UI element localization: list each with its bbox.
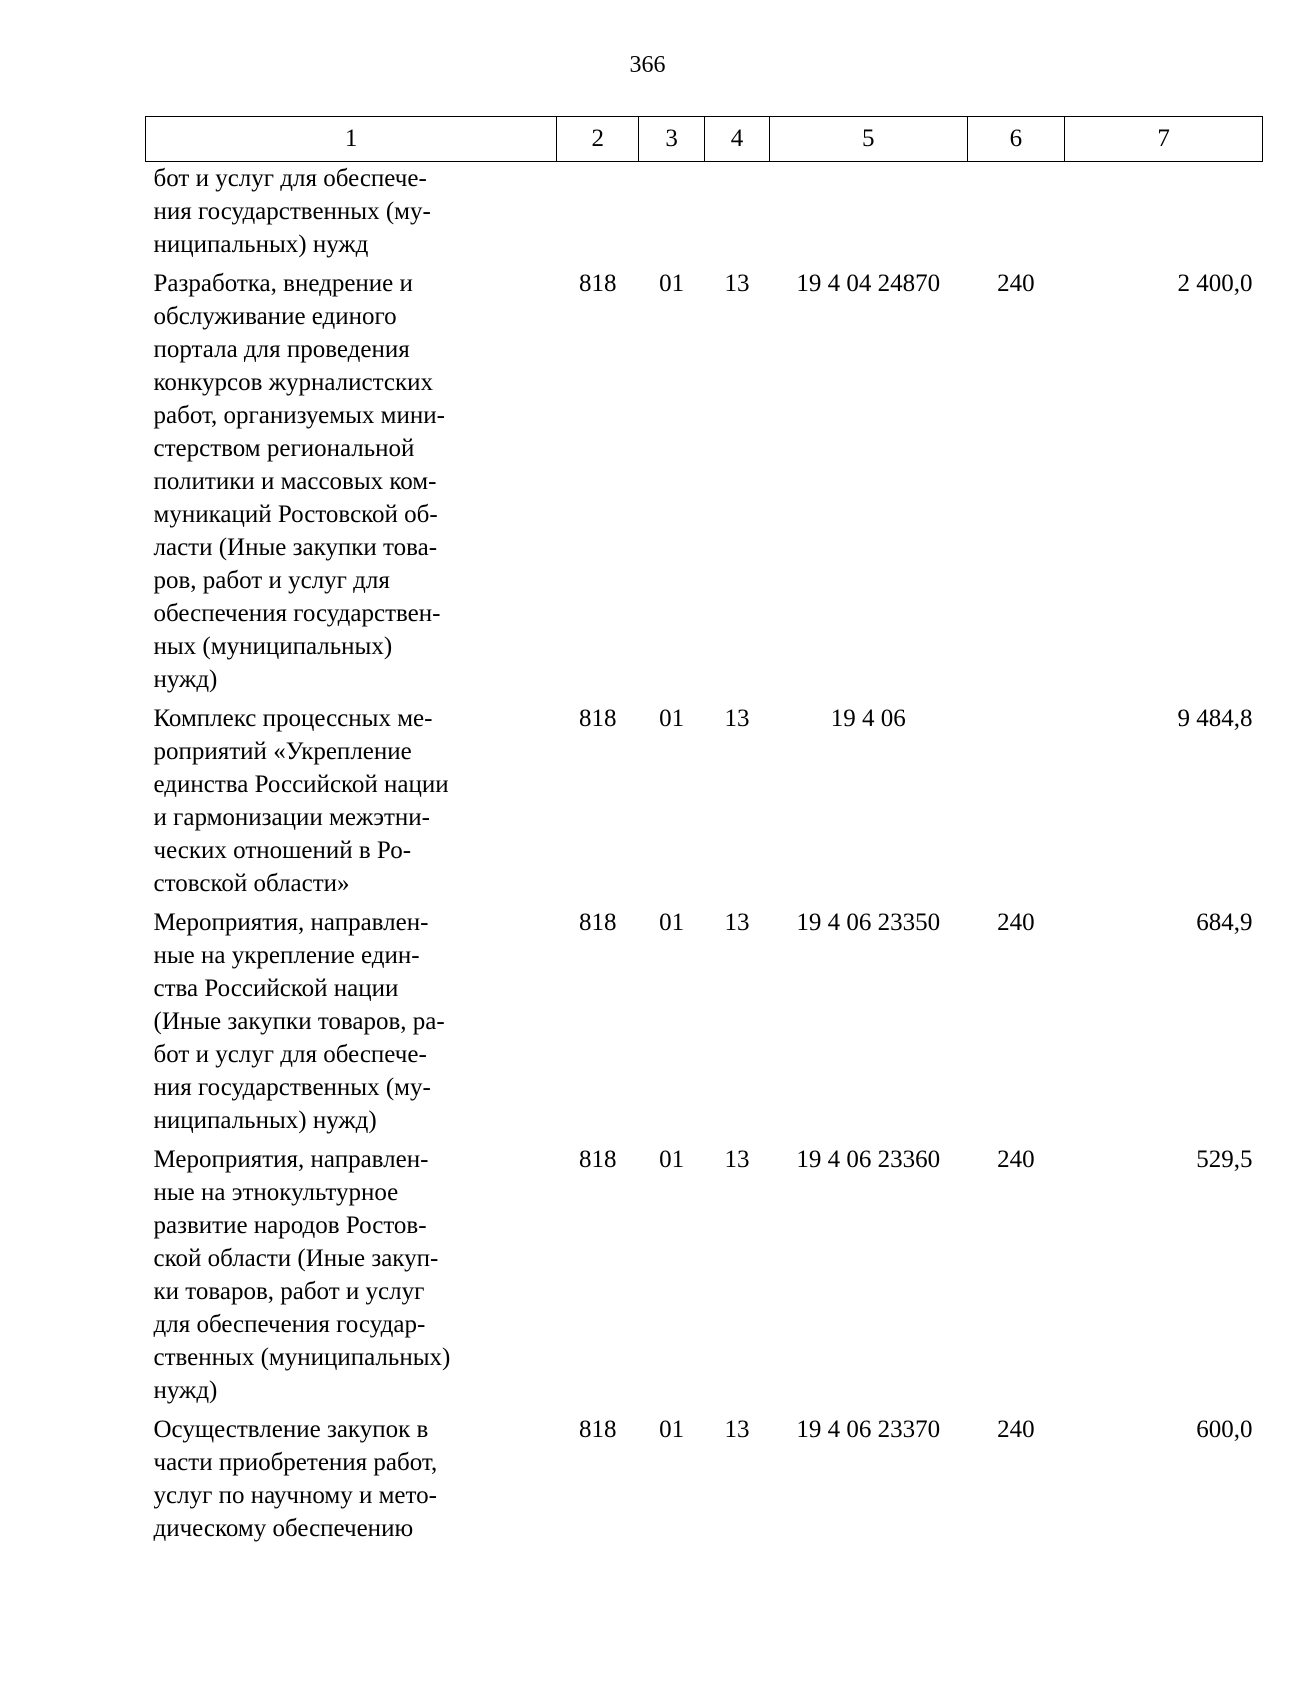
table-header xyxy=(146,117,1263,162)
header-col-6: 6 xyxy=(967,117,1065,162)
subsection-code: 13 xyxy=(724,909,750,936)
ministry-code: 818 xyxy=(579,270,617,297)
amount xyxy=(1065,162,1263,268)
section-code: 01 xyxy=(659,705,685,732)
row-description: Разработка, внедрение и обслуживание единого портала для проведения конкурсов журналистских работ, организуемых мини- стерством региональной политики и массовых ком- муникаций Ростовской об- ласти (Иные закупки това- ров, работ и услуг для обеспечения государствен- ных (муниципальных) нужд) xyxy=(153,270,445,693)
amount: 2 400,0 xyxy=(1177,270,1253,297)
subsection-code xyxy=(705,162,770,268)
ministry-code: 818 xyxy=(579,909,617,936)
subsection-code: 13 xyxy=(724,705,750,732)
amount: 9 484,8 xyxy=(1177,705,1253,732)
header-col-1: 1 xyxy=(146,117,557,162)
row-description: Мероприятия, направлен- ные на укрепление един- ства Российской нации (Иные закупки товаров, ра- бот и услуг для обеспече- ния государственных (му- ниципальных) нужд) xyxy=(153,909,445,1134)
table-body xyxy=(146,162,1263,1546)
header-col-4: 4 xyxy=(705,117,770,162)
subsection-code: 13 xyxy=(724,1146,750,1173)
subsection-code: 13 xyxy=(724,270,750,297)
section-code: 01 xyxy=(659,909,685,936)
ministry-code: 818 xyxy=(579,1146,617,1173)
target-item-code: 19 4 06 23370 xyxy=(796,1416,941,1443)
expense-type-code: 240 xyxy=(997,1416,1035,1443)
section-code xyxy=(639,162,705,268)
section-code: 01 xyxy=(659,1146,685,1173)
ministry-code xyxy=(557,162,639,268)
header-col-5: 5 xyxy=(769,117,967,162)
budget-table xyxy=(145,116,1263,1545)
subsection-code: 13 xyxy=(724,1416,750,1443)
header-col-2: 2 xyxy=(557,117,639,162)
header-col-3: 3 xyxy=(639,117,705,162)
table-row xyxy=(146,267,1263,702)
amount: 529,5 xyxy=(1196,1146,1253,1173)
header-row xyxy=(146,117,1263,162)
table-row xyxy=(146,1413,1263,1545)
ministry-code: 818 xyxy=(579,1416,617,1443)
ministry-code: 818 xyxy=(579,705,617,732)
row-description: Мероприятия, направлен- ные на этнокультурное развитие народов Ростов- ской области (Иные закуп- ки товаров, работ и услуг для обеспечения государ- ственных (муниципальных) нужд) xyxy=(153,1146,451,1404)
section-code: 01 xyxy=(659,1416,685,1443)
expense-type-code: 240 xyxy=(997,909,1035,936)
row-description: Осуществление закупок в части приобретения работ, услуг по научному и мето- дическому обеспечению xyxy=(153,1416,438,1542)
row-description: Комплекс процессных ме- роприятий «Укрепление единства Российской нации и гармонизации межэтни- ческих отношений в Ро- стовской области» xyxy=(153,705,449,897)
page-number: 366 xyxy=(629,52,666,78)
table-row xyxy=(146,906,1263,1143)
target-item-code: 19 4 06 xyxy=(830,705,906,732)
expense-type-code: 240 xyxy=(997,270,1035,297)
table-row xyxy=(146,162,1263,268)
header-col-7: 7 xyxy=(1065,117,1263,162)
expense-type-code xyxy=(967,162,1065,268)
expense-type-code xyxy=(967,702,1065,906)
section-code: 01 xyxy=(659,270,685,297)
amount: 600,0 xyxy=(1196,1416,1253,1443)
row-description: бот и услуг для обеспече- ния государственных (му- ниципальных) нужд xyxy=(153,165,431,258)
target-item-code xyxy=(769,162,967,268)
table-row xyxy=(146,1143,1263,1413)
amount: 684,9 xyxy=(1196,909,1253,936)
target-item-code: 19 4 06 23360 xyxy=(796,1146,941,1173)
table-row xyxy=(146,702,1263,906)
expense-type-code: 240 xyxy=(997,1146,1035,1173)
target-item-code: 19 4 04 24870 xyxy=(796,270,941,297)
target-item-code: 19 4 06 23350 xyxy=(796,909,941,936)
